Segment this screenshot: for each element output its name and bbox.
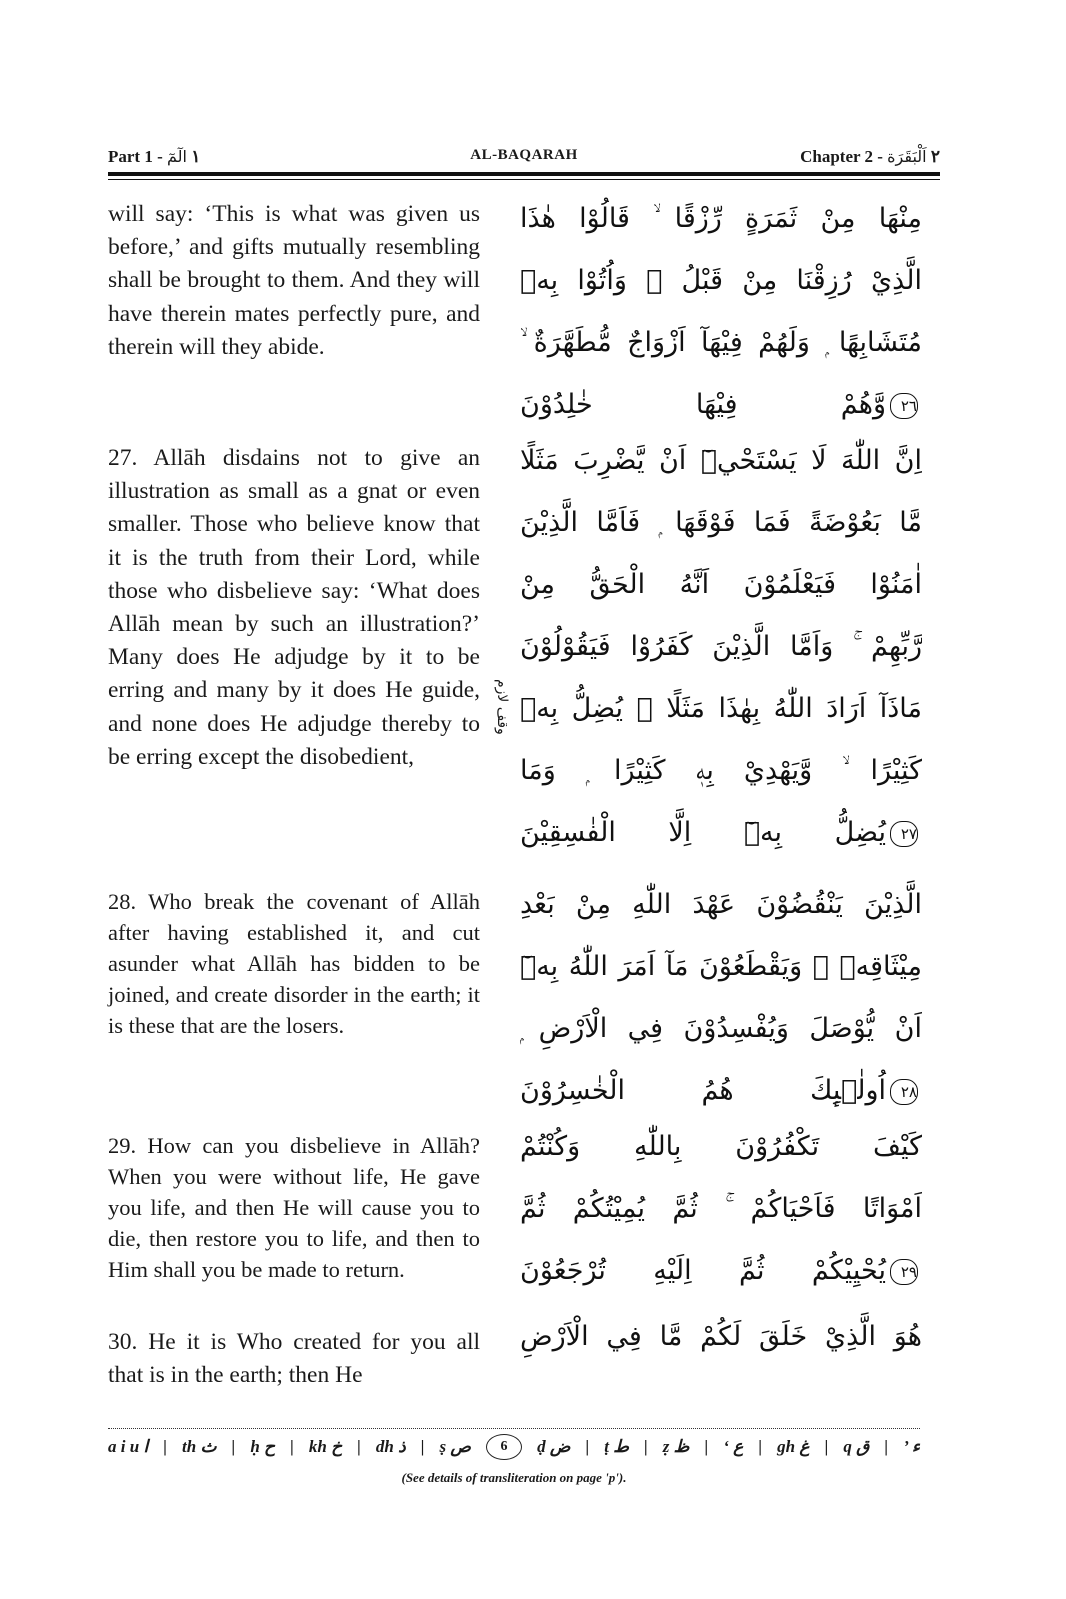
translit-item: q ق [843, 1437, 870, 1456]
translit-item: th ث [182, 1437, 217, 1456]
arabic-line: مَّا بَعُوْضَةً فَمَا فَوْقَهَا ۭ فَاَمَّا الَّذِيْنَ [520, 507, 922, 538]
chapter-label: Chapter 2 - ٢ اَلْبَقَرَة [800, 147, 940, 166]
surah-title: AL-BAQARAH [470, 147, 578, 163]
header-rule-thin [108, 179, 940, 180]
arabic-line-last: ٢٦وَّهُمْ فِيْهَا خٰلِدُوْنَ [520, 389, 917, 420]
part-label: Part 1 - ١ الٓمٓ [108, 147, 201, 166]
english-verse-29: 29. How can you disbelieve in Allāh? When you were without life, He gave you life, and then He will cause you to die, then restore you to life, and then to Him shall you be made to return. [108, 1133, 480, 1282]
arabic-line: اَنْ يُّوْصَلَ وَيُفْسِدُوْنَ فِي الْاَرْضِ ۭ [520, 1013, 922, 1044]
arabic-line: كَيْفَ تَكْفُرُوْنَ بِاللّٰهِ وَكُنْتُمْ [520, 1131, 922, 1162]
arabic-line: مُتَشَابِهًا ۭ وَلَهُمْ فِيْهَآ اَزْوَاجٌ مُّطَهَّرَةٌ ۙ [520, 327, 922, 358]
ayah-number-marker: ٢٦ [890, 393, 918, 419]
ayah-number-marker: ٢٩ [890, 1259, 918, 1285]
transliteration-key: a i u ا | th ث | ḥ ح | kh خ | dh ذ | ṣ ص 6 ḍ ض | ṭ ط | ẓ ظ | ‘ ع | gh غ | q ق | ’ ء [108, 1433, 920, 1461]
translit-item: ’ ء [903, 1437, 920, 1456]
arabic-line-last: ٢٨اُولٰۗىِٕكَ هُمُ الْخٰسِرُوْنَ [520, 1075, 917, 1106]
translit-item: ẓ ظ [662, 1437, 690, 1456]
arabic-verse-29 [520, 1116, 922, 1302]
arabic-verse-28 [520, 874, 922, 1122]
waqf-margin-note: وقف لازم [494, 679, 510, 735]
translit-item: dh ذ [375, 1437, 406, 1456]
english-verse-26: will say: ‘This is what was given us before,’ and gifts mutually resembling shall be brought to them. And they will have therein mates perfectly pure, and therein will they abide. [108, 201, 480, 360]
translit-item: ḍ ض [537, 1437, 571, 1456]
arabic-line: مَاذَآ اَرَادَ اللّٰهُ بِهٰذَا مَثَلًا ۘ يُضِلُّ بِهٖ [520, 693, 922, 724]
arabic-line: هُوَ الَّذِيْ خَلَقَ لَكُمْ مَّا فِي الْاَرْضِ [520, 1321, 922, 1352]
translit-item: ‘ ع [723, 1437, 744, 1456]
arabic-verse-27 [520, 430, 922, 864]
arabic-verse-26 [520, 188, 922, 436]
translit-item: ṣ ص [439, 1437, 471, 1456]
arabic-line-last: ٢٧يُضِلُّ بِهٖٓ اِلَّا الْفٰسِقِيْنَ [520, 817, 917, 848]
header-rule-thick [108, 172, 940, 176]
translit-item: kh خ [308, 1437, 343, 1456]
arabic-verse-30 [520, 1306, 922, 1368]
footer-rule [108, 1428, 920, 1429]
arabic-line: كَثِيْرًا ۙ وَّيَهْدِيْ بِهٖ كَثِيْرًا ۭ وَمَا [520, 755, 922, 786]
transliteration-note: (See details of transliteration on page 'p'). [401, 1470, 627, 1485]
arabic-line: الَّذِيْنَ يَنْقُضُوْنَ عَهْدَ اللّٰهِ مِنْ بَعْدِ [520, 889, 922, 920]
arabic-line: رَّبِّهِمْ ۚ وَاَمَّا الَّذِيْنَ كَفَرُوْا فَيَقُوْلُوْنَ [520, 631, 922, 662]
arabic-line: اِنَّ اللّٰهَ لَا يَسْتَحْيٖٓ اَنْ يَّضْرِبَ مَثَلًا [520, 445, 922, 476]
translit-item: a i u ا [108, 1437, 149, 1456]
ayah-number-marker: ٢٨ [890, 1079, 918, 1105]
arabic-line: اَمْوَاتًا فَاَحْيَاكُمْ ۚ ثُمَّ يُمِيْتُكُمْ ثُمَّ [520, 1193, 922, 1224]
page-number: 6 [486, 1434, 522, 1460]
arabic-line: اٰمَنُوْا فَيَعْلَمُوْنَ اَنَّهُ الْحَقُّ مِنْ [520, 569, 922, 600]
arabic-line: الَّذِيْ رُزِقْنَا مِنْ قَبْلُ ۙ وَاُتُوْا بِهٖ [520, 265, 922, 296]
english-verse-27: 27. Allāh disdains not to give an illustration as small as a gnat or even smaller. Those who believe know that it is the truth from their Lord, while those who disbelieve say: ‘What does Allāh mean by such an illustration?’ Many does He adjudge by it to be erring and many by it does He guide, and none does He adjudge thereby to be erring except the disobedient, [108, 445, 480, 770]
page-header [108, 143, 940, 169]
translit-item: gh غ [777, 1437, 810, 1456]
arabic-line: مِيْثَاقِهٖ ۠ وَيَقْطَعُوْنَ مَآ اَمَرَ اللّٰهُ بِهٖٓ [520, 951, 922, 982]
english-verse-30: 30. He it is Who created for you all that is in the earth; then He [108, 1329, 480, 1389]
arabic-line-last: ٢٩يُحْيِيْكُمْ ثُمَّ اِلَيْهِ تُرْجَعُوْنَ [520, 1255, 917, 1286]
english-verse-28: 28. Who break the covenant of Allāh after having established it, and cut asunder what Allāh has bidden to be joined, and create disorder in the earth; it is these that are the losers. [108, 889, 480, 1038]
translit-item: ṭ ط [604, 1437, 629, 1456]
translit-item: ḥ ح [250, 1437, 276, 1456]
ayah-number-marker: ٢٧ [890, 821, 918, 847]
arabic-line: مِنْهَا مِنْ ثَمَرَةٍ رِّزْقًا ۙ قَالُوْا هٰذَا [520, 203, 922, 234]
